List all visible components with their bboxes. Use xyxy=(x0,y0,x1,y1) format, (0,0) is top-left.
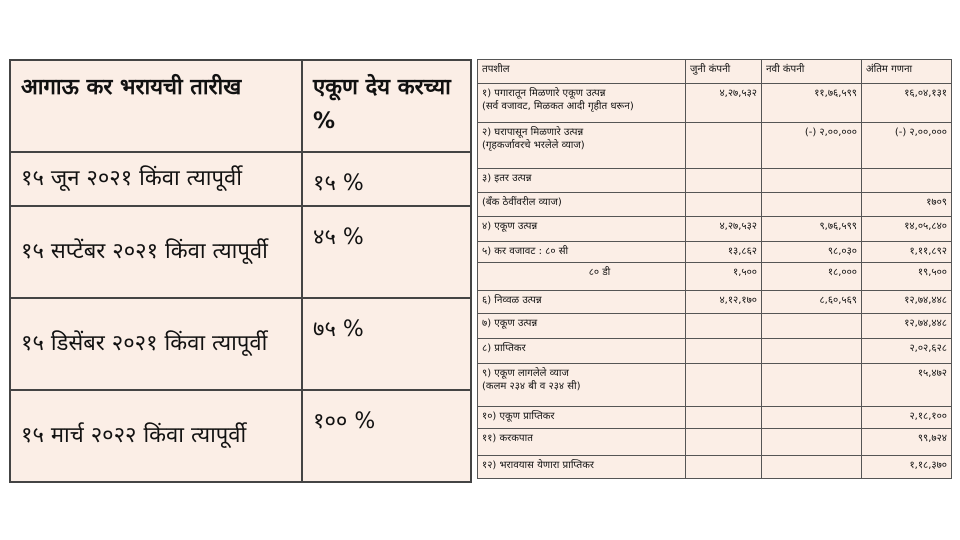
row-description: ३) इतर उत्पन्न xyxy=(478,169,686,193)
header-new-company: नवी कंपनी xyxy=(762,60,862,84)
old-company-value xyxy=(686,314,762,339)
description-line: ९) एकूण लागलेले व्याज xyxy=(482,367,569,379)
row-description: ७) एकूण उत्पन्न xyxy=(478,314,686,339)
row-date: १५ मार्च २०२२ किंवा त्यापूर्वी xyxy=(10,390,302,482)
final-value: १७०९ xyxy=(862,192,952,217)
new-company-value: ११,७६,५९९ xyxy=(762,83,862,122)
row-description: ८) प्राप्तिकर xyxy=(478,338,686,363)
row-date: १५ डिसेंबर २०२१ किंवा त्यापूर्वी xyxy=(10,298,302,390)
old-company-value xyxy=(686,363,762,406)
new-company-value xyxy=(762,363,862,406)
final-value: (-) २,००,००० xyxy=(862,122,952,168)
old-company-value: ४,२७,५३२ xyxy=(686,217,762,242)
table-row xyxy=(478,338,952,363)
table-row xyxy=(10,152,471,206)
new-company-value xyxy=(762,192,862,217)
table-header-row xyxy=(10,60,471,152)
final-value: २,०२,६२८ xyxy=(862,338,952,363)
row-description: ६) निव्वळ उत्पन्न xyxy=(478,290,686,314)
final-value: १४,०५,८४० xyxy=(862,217,952,242)
table-row xyxy=(10,206,471,298)
new-company-value xyxy=(762,406,862,429)
final-value: २,१८,१०० xyxy=(862,406,952,429)
header-details: तपशील xyxy=(478,60,686,84)
table-row xyxy=(478,122,952,168)
old-company-value xyxy=(686,122,762,168)
table-row xyxy=(478,262,952,290)
row-description: ४) एकूण उत्पन्न xyxy=(478,217,686,242)
header-date: आगाऊ कर भरायची तारीख xyxy=(10,60,302,152)
table-row xyxy=(478,169,952,193)
tax-calculation-table xyxy=(477,59,952,479)
table-row xyxy=(10,298,471,390)
new-company-value xyxy=(762,314,862,339)
header-old-company: जुनी कंपनी xyxy=(686,60,762,84)
old-company-value xyxy=(686,169,762,193)
description-subline: (सर्व वजावट, मिळकत आदी गृहीत धरून) xyxy=(482,100,634,112)
row-date: १५ जून २०२१ किंवा त्यापूर्वी xyxy=(10,152,302,206)
final-value: १९,५०० xyxy=(862,262,952,290)
new-company-value xyxy=(762,456,862,479)
header-final-calc: अंतिम गणना xyxy=(862,60,952,84)
table-row xyxy=(478,406,952,429)
description-line: २) घरापासून मिळणारे उत्पन्न xyxy=(482,126,584,138)
new-company-value: ९,७६,५९९ xyxy=(762,217,862,242)
table-row xyxy=(478,456,952,479)
new-company-value: (-) २,००,००० xyxy=(762,122,862,168)
row-percent: १५ % xyxy=(302,152,471,206)
new-company-value: ८,६०,५६९ xyxy=(762,290,862,314)
final-value: १६,०४,१३१ xyxy=(862,83,952,122)
old-company-value xyxy=(686,429,762,456)
row-description xyxy=(478,363,686,406)
old-company-value: ४,२७,५३२ xyxy=(686,83,762,122)
new-company-value xyxy=(762,429,862,456)
old-company-value xyxy=(686,456,762,479)
old-company-value xyxy=(686,192,762,217)
row-description: १०) एकूण प्राप्तिकर xyxy=(478,406,686,429)
description-subline: (कलम २३४ बी व २३४ सी) xyxy=(482,380,581,392)
advance-tax-schedule-table xyxy=(9,59,472,483)
old-company-value xyxy=(686,338,762,363)
old-company-value: १,५०० xyxy=(686,262,762,290)
row-percent: ४५ % xyxy=(302,206,471,298)
row-description: ५) कर वजावट : ८० सी xyxy=(478,242,686,263)
row-percent: १०० % xyxy=(302,390,471,482)
final-value: १२,७४,४४८ xyxy=(862,314,952,339)
final-value: १,१८,३७० xyxy=(862,456,952,479)
row-description: १२) भरावयास येणारा प्राप्तिकर xyxy=(478,456,686,479)
row-date: १५ सप्टेंबर २०२१ किंवा त्यापूर्वी xyxy=(10,206,302,298)
new-company-value: १८,००० xyxy=(762,262,862,290)
old-company-value xyxy=(686,406,762,429)
table-row xyxy=(478,314,952,339)
table-row xyxy=(478,242,952,263)
new-company-value xyxy=(762,169,862,193)
row-description xyxy=(478,122,686,168)
table-row xyxy=(478,429,952,456)
row-percent: ७५ % xyxy=(302,298,471,390)
new-company-value: ९८,०३० xyxy=(762,242,862,263)
new-company-value xyxy=(762,338,862,363)
description-subline: (गृहकर्जावरचे भरलेले व्याज) xyxy=(482,139,585,151)
table-row xyxy=(478,83,952,122)
row-description: (बँक ठेवींवरील व्याज) xyxy=(478,192,686,217)
table-row xyxy=(478,217,952,242)
header-percent: एकूण देय करच्या % xyxy=(302,60,471,152)
table-row xyxy=(478,192,952,217)
final-value: १,११,८९२ xyxy=(862,242,952,263)
table-header-row xyxy=(478,60,952,84)
final-value xyxy=(862,169,952,193)
final-value: १२,७४,४४८ xyxy=(862,290,952,314)
description-line: १) पगारातून मिळणारे एकूण उत्पन्न xyxy=(482,87,606,99)
row-description: ८० डी xyxy=(478,262,686,290)
final-value: १५,४७२ xyxy=(862,363,952,406)
table-row xyxy=(478,363,952,406)
table-row xyxy=(478,290,952,314)
row-description: ११) करकपात xyxy=(478,429,686,456)
old-company-value: १३,८६२ xyxy=(686,242,762,263)
final-value: ९९,७२४ xyxy=(862,429,952,456)
table-row xyxy=(10,390,471,482)
row-description xyxy=(478,83,686,122)
old-company-value: ४,१२,१७० xyxy=(686,290,762,314)
